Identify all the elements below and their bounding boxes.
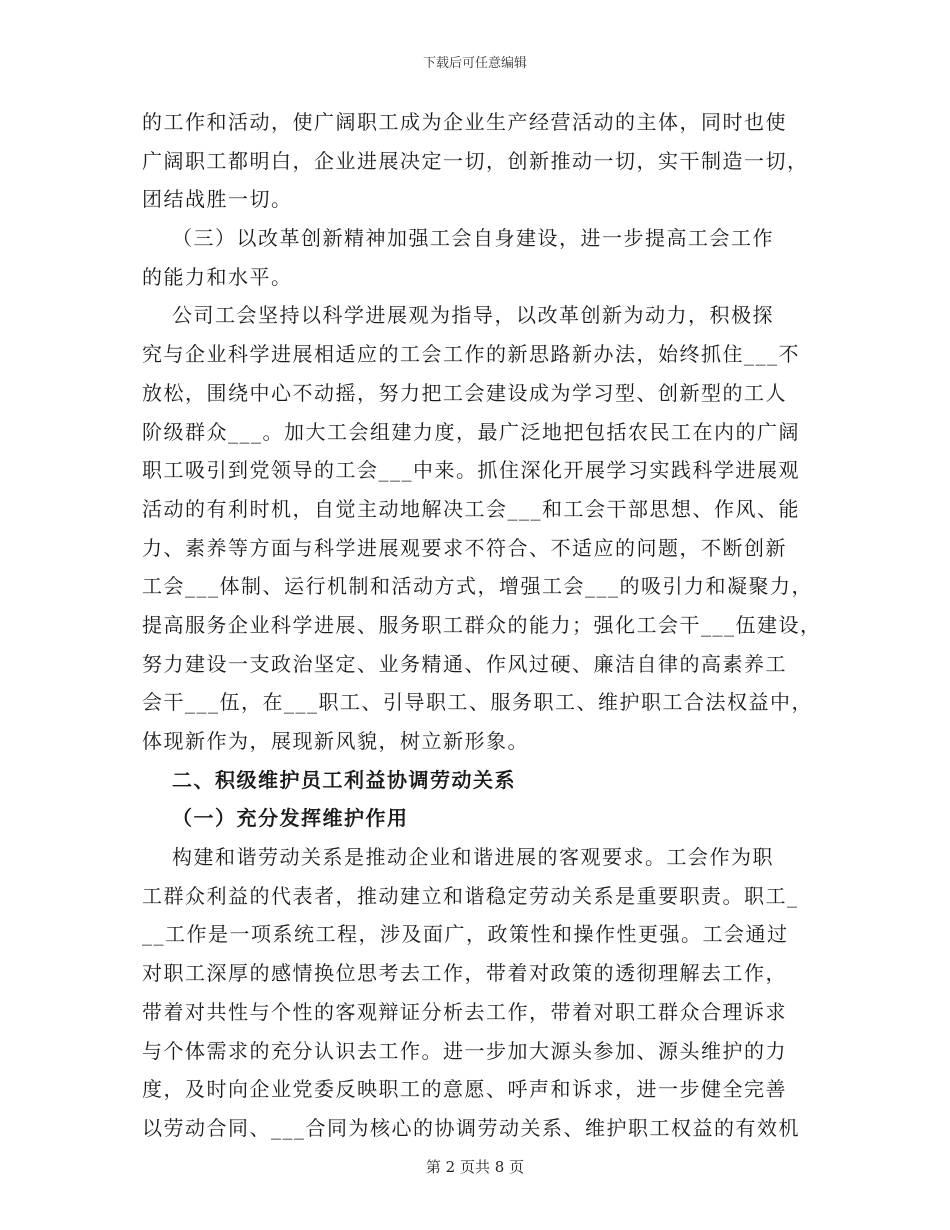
body-line: 工会___体制、运行机制和活动方式，增强工会___的吸引力和凝聚力， — [142, 574, 813, 599]
body-line: 究与企业科学进展相适应的工会工作的新思路新办法，始终抓住___不 — [142, 342, 800, 367]
body-line: 团结战胜一切。 — [142, 187, 293, 212]
body-line: 活动的有利时机，自觉主动地解决工会___和工会干部思想、作风、能 — [142, 496, 800, 521]
body-line: 职工吸引到党领导的工会___中来。抓住深化开展学习实践科学进展观 — [142, 458, 800, 483]
body-line: 会干___伍，在___职工、引导职工、服务职工、维护职工合法权益中， — [142, 690, 813, 715]
body-line: 带着对共性与个性的客观辩证分析去工作，带着对职工群众合理诉求 — [142, 999, 787, 1024]
body-line: 的工作和活动，使广阔职工成为企业生产经营活动的主体，同时也使 — [142, 110, 787, 134]
body-line: 体现新作为，展现新风貌，树立新形象。 — [142, 729, 529, 753]
page-number: 第 2 页共 8 页 — [425, 1158, 525, 1176]
page-header: 下载后可任意编辑 — [422, 56, 527, 71]
section-heading: 二、积级维护员工利益协调劳动关系 — [172, 767, 516, 792]
paragraph-start: 公司工会坚持以科学进展观为指导，以改革创新为动力，积极探 — [172, 303, 774, 328]
body-line: 对职工深厚的感情换位思考去工作，带着对政策的透彻理解去工作， — [142, 961, 787, 986]
body-line: 阶级群众___。加大工会组建力度，最广泛地把包括农民工在内的广阔 — [142, 419, 800, 444]
subsection-heading: （三）以改革创新精神加强工会自身建设，进一步提高工会工作 — [172, 226, 774, 251]
body-line: 放松，围绕中心不动摇，努力把工会建设成为学习型、创新型的工人 — [142, 380, 787, 405]
body-line: 以劳动合同、___合同为核心的协调劳动关系、维护职工权益的有效机 — [142, 1115, 800, 1140]
body-line: 与个体需求的充分认识去工作。进一步加大源头参加、源头维护的力 — [142, 1038, 787, 1063]
subsection-heading: （一）充分发挥维护作用 — [172, 806, 409, 831]
body-line: 提高服务企业科学进展、服务职工群众的能力；强化工会干___伍建设， — [142, 612, 822, 637]
body-line: 广阔职工都明白，企业进展决定一切，创新推动一切，实干制造一切， — [142, 148, 809, 173]
document-body — [142, 103, 822, 1148]
body-line: 度，及时向企业党委反映职工的意愿、呼声和诉求，进一步健全完善 — [142, 1077, 787, 1102]
body-line: 努力建设一支政治坚定、业务精通、作风过硬、廉洁自律的高素养工 — [142, 651, 787, 676]
body-line: __工作是一项系统工程，涉及面广，政策性和操作性更强。工会通过 — [142, 922, 789, 947]
body-line: 的能力和水平。 — [142, 264, 293, 289]
body-line: 力、素养等方面与科学进展观要求不符合、不适应的问题，不断创新 — [142, 535, 787, 560]
paragraph-start: 构建和谐劳动关系是推动企业和谐进展的客观要求。工会作为职 — [172, 845, 774, 870]
body-line: 工群众利益的代表者，推动建立和谐稳定劳动关系是重要职责。职工_ — [142, 883, 799, 908]
